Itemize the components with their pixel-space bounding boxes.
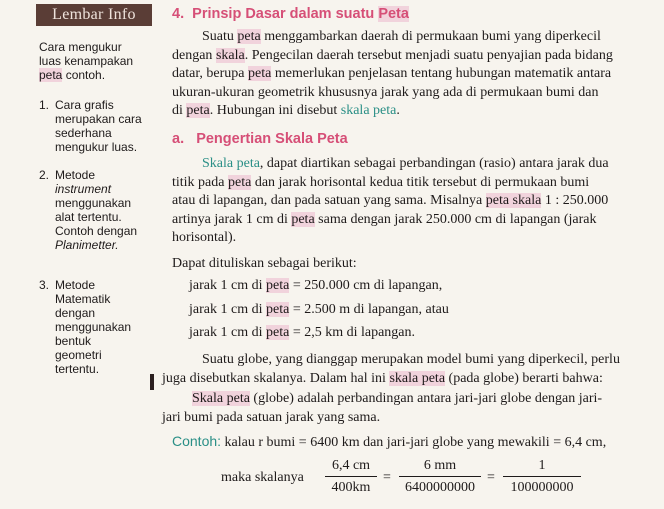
- highlight-skala-peta: Skala peta: [192, 391, 250, 406]
- text-run: 1 : 250.000: [544, 193, 609, 208]
- text-line: [172, 102, 650, 121]
- text-line: [172, 47, 650, 66]
- example-sentence: [172, 432, 652, 453]
- fraction: [325, 456, 377, 496]
- text-run: atau di lapangan, dan pada satuan yang sama. Misalnya: [172, 193, 483, 208]
- list-line: alat tertentu.: [55, 210, 122, 224]
- text-run: jarak 1 cm di: [189, 325, 263, 340]
- list-line: menggunakan: [55, 196, 132, 210]
- text-run: = 2,5 km di lapangan.: [292, 325, 416, 340]
- list-line: dengan: [55, 306, 96, 320]
- text-line: [162, 370, 650, 389]
- list-line: sederhana: [55, 126, 112, 140]
- sidebar-intro-line: Cara mengukur: [39, 40, 122, 54]
- fraction-denominator: 400km: [331, 480, 371, 495]
- list-line: Cara grafis: [55, 98, 114, 112]
- fraction-denominator: 100000000: [510, 480, 574, 495]
- text-line: [172, 65, 650, 84]
- written-as-line: Dapat dituliskan sebagai berikut:: [172, 256, 357, 271]
- list-line: Matematik: [55, 292, 111, 306]
- text-run: , dapat diartikan sebagai perbandingan (rasio) antara jarak dua: [259, 156, 609, 171]
- fraction-numerator: 1: [503, 456, 581, 477]
- sidebar-list-item: [39, 168, 157, 252]
- example-label: Contoh:: [172, 433, 222, 449]
- text-line: [172, 192, 650, 211]
- paragraph-intro: [172, 28, 650, 121]
- highlight-peta: peta: [186, 103, 210, 118]
- text-run: memerlukan penjelasan tentang hubungan matematik antara: [274, 66, 612, 81]
- list-number: 1.: [39, 98, 50, 112]
- text-line: horisontal).: [172, 230, 237, 245]
- text-run: (globe) adalah perbandingan antara jari-jari globe dengan jari-: [253, 391, 603, 406]
- example-line: [189, 278, 442, 294]
- fraction-denominator: 6400000000: [405, 480, 475, 495]
- highlight-skala: skala: [215, 47, 245, 63]
- highlight-peta: peta: [265, 278, 290, 293]
- sidebar-header: Lembar Info: [36, 4, 152, 26]
- example-line: [189, 325, 415, 341]
- text-line: [172, 155, 650, 174]
- fraction-numerator: 6 mm: [399, 456, 481, 477]
- highlight-peta: peta: [237, 29, 261, 44]
- list-line: Contoh dengan: [55, 224, 138, 238]
- example-line: [189, 302, 449, 318]
- text-run: . Pengecilan daerah tersebut menjadi suatu penyajian pada bidang: [244, 47, 613, 63]
- text-run: menggambarkan daerah di permukaan bumi yang diperkecil: [264, 29, 601, 44]
- highlight-peta: peta: [265, 325, 290, 340]
- paragraph-globe: [162, 351, 650, 388]
- highlight-peta: peta: [228, 174, 252, 190]
- formula-prefix: maka skalanya: [221, 470, 304, 485]
- text-line: [172, 174, 650, 193]
- fraction: [399, 456, 481, 496]
- list-line: bentuk: [55, 334, 92, 348]
- list-number: 3.: [39, 278, 50, 292]
- scale-formula: [221, 456, 641, 504]
- term-skala-peta: Skala peta: [202, 156, 260, 171]
- text-run: = 250.000 cm di lapangan,: [292, 278, 443, 293]
- text-run: datar, berupa: [172, 66, 245, 81]
- sidebar-intro-line: luas kenampakan: [39, 54, 134, 68]
- list-line: Metode: [55, 278, 96, 292]
- highlight-peta: peta: [265, 302, 290, 317]
- subsection-title: [172, 131, 348, 147]
- text-run: dengan: [172, 47, 213, 63]
- fraction-numerator: 6,4 cm: [325, 456, 377, 477]
- list-line: merupakan cara: [55, 112, 142, 126]
- list-line: mengukur luas.: [55, 140, 138, 154]
- sidebar-intro-word: contoh.: [65, 68, 106, 82]
- section-title-highlight: Peta: [378, 6, 409, 22]
- section-title: [172, 6, 409, 22]
- subsection-title-text: Pengertian Skala Peta: [196, 131, 348, 147]
- text-run: sama dengan jarak 250.000 cm di lapangan (jarak: [318, 211, 597, 227]
- section-title-text: Prinsip Dasar dalam suatu: [192, 6, 375, 22]
- list-line: menggunakan: [55, 320, 132, 334]
- text-run: juga disebutkan skalanya. Dalam hal ini: [162, 370, 386, 386]
- text-line: [162, 390, 650, 409]
- text-run: .: [396, 103, 400, 118]
- equals-sign: =: [487, 470, 495, 485]
- text-run: (pada globe) berarti bahwa:: [448, 370, 603, 386]
- list-text: [55, 278, 157, 376]
- text-line: jari bumi pada satuan jarak yang sama.: [162, 409, 381, 425]
- text-line: ukuran-ukuran geometrik khususnya jarak yang ada di permukaan bumi dan: [172, 84, 599, 100]
- text-run: titik pada: [172, 174, 225, 190]
- subsection-letter: a.: [172, 131, 185, 147]
- list-number: 2.: [39, 168, 50, 182]
- text-line: Suatu globe, yang dianggap merupakan model bumi yang diperkecil, perlu: [202, 352, 620, 367]
- list-text: [55, 98, 157, 154]
- sidebar-intro-line: [39, 68, 157, 82]
- list-line: Metode: [55, 168, 96, 182]
- highlight-skala-peta: skala peta: [389, 370, 446, 386]
- highlight-peta-skala: peta skala: [485, 193, 542, 208]
- text-run: di: [172, 103, 183, 118]
- paragraph-definition: [172, 155, 650, 248]
- equals-sign: =: [383, 470, 391, 485]
- text-run: jarak 1 cm di: [189, 302, 263, 317]
- sidebar-list-item: [39, 98, 157, 154]
- fraction: [503, 456, 581, 496]
- sidebar-intro: [39, 40, 157, 82]
- text-run: Suatu: [202, 29, 234, 44]
- list-line: instrument: [55, 182, 112, 196]
- term-skala-peta: skala peta: [340, 103, 397, 118]
- paragraph-globe-definition: [162, 390, 650, 427]
- list-text: [55, 168, 157, 252]
- highlight-peta: peta: [248, 66, 272, 81]
- sidebar-list-item: [39, 278, 157, 376]
- text-run: . Hubungan ini disebut: [209, 103, 338, 118]
- highlight-peta: peta: [39, 68, 63, 82]
- text-line: [172, 211, 650, 230]
- text-line: [172, 28, 650, 47]
- text-run: artinya jarak 1 cm di: [172, 211, 288, 227]
- list-line: tertentu.: [55, 362, 100, 376]
- example-text: kalau r bumi = 6400 km dan jari-jari globe yang mewakili = 6,4 cm,: [224, 435, 607, 450]
- list-line: Planimetter.: [55, 238, 119, 252]
- text-run: = 2.500 m di lapangan, atau: [292, 302, 449, 317]
- text-run: jarak 1 cm di: [189, 278, 263, 293]
- sidebar-info-box: [0, 0, 158, 509]
- margin-marker: [150, 374, 154, 390]
- highlight-peta: peta: [291, 211, 315, 227]
- text-run: dan jarak horisontal kedua titik tersebut di permukaan bumi: [254, 174, 590, 190]
- section-number: 4.: [172, 6, 185, 22]
- list-line: geometri: [55, 348, 102, 362]
